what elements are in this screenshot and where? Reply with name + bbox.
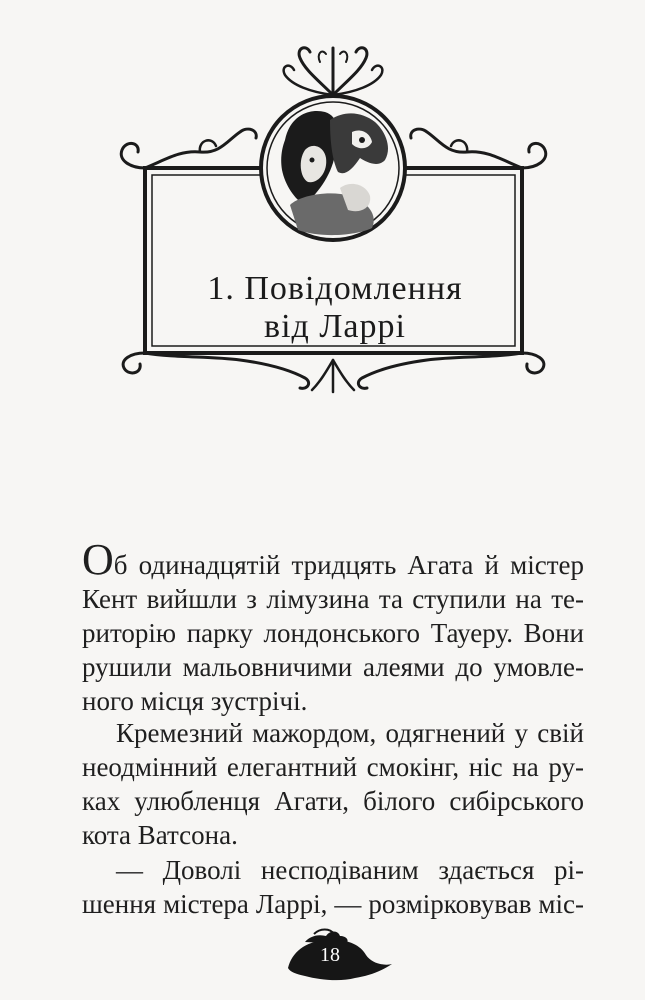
paragraph-3-line: — Доволі несподіваним здається рі-: [116, 855, 584, 885]
paragraph-3: [82, 853, 584, 921]
paragraph-2-line: неодмінний елегантний смокінг, ніс на ру-: [82, 752, 584, 782]
page-number: 18: [320, 944, 340, 966]
chapter-title-line-2: від Ларрі: [264, 308, 406, 345]
drop-cap: О: [82, 535, 114, 584]
paragraph-2-line: кота Ватсона.: [82, 820, 238, 850]
paragraph-1-line: ного місця зустрічі.: [82, 686, 308, 716]
paragraph-2: [82, 716, 584, 852]
paragraph-1-line: Кент вийшли з лімузина та ступили на те-: [82, 584, 584, 614]
paragraph-2-line: ках улюбленця Агати, білого сибірського: [82, 786, 584, 816]
chapter-title-line-1: 1. Повідомлення: [207, 270, 463, 307]
paragraph-1-line-text: б одинадцятій тридцять Агата й містер: [113, 550, 584, 580]
paragraph-1: [82, 535, 584, 718]
paragraph-1-line: [82, 535, 584, 584]
paragraph-2-line: Кремезний мажордом, одягнений у свій: [116, 718, 584, 748]
paragraph-1-line: рушили мальовничими алеями до умовле-: [82, 652, 584, 682]
paragraph-1-line: риторію парку лондонського Тауеру. Вони: [82, 618, 584, 648]
paragraph-3-line: шення містера Ларрі, — розмірковував міс-: [82, 889, 584, 919]
